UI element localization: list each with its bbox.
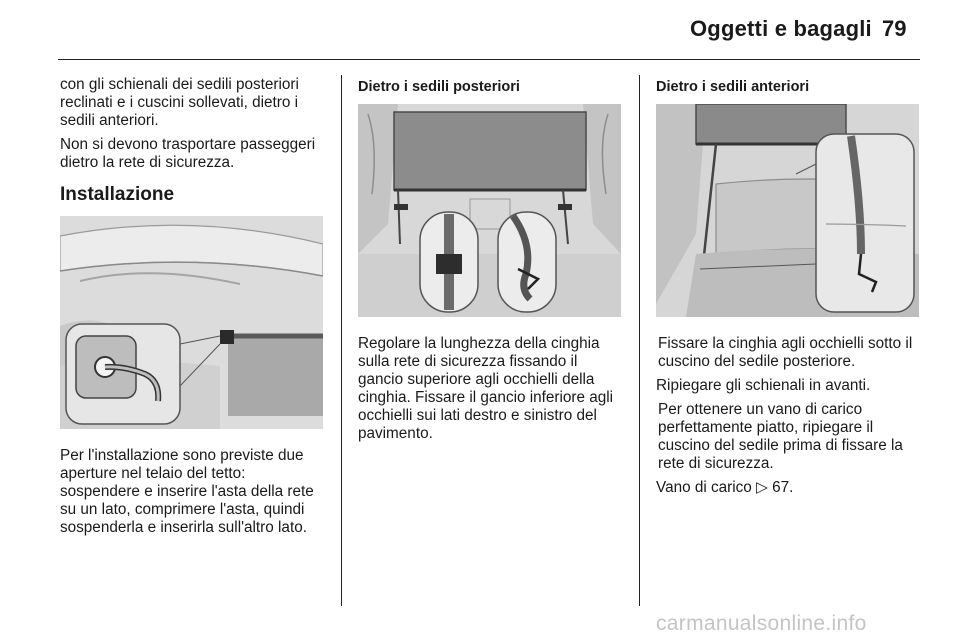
installation-figure (60, 216, 323, 429)
paragraph: Non si devono trasportare passeggeri dietro la rete di sicurezza. (60, 136, 316, 171)
front-seats-figure (656, 104, 919, 317)
column-2 (358, 76, 626, 449)
watermark: carmanualsonline.info (656, 612, 867, 635)
page-number: 79 (882, 16, 907, 41)
section-heading: Dietro i sedili anteriori (656, 79, 810, 95)
reference-arrow-icon: ▷ (756, 479, 768, 496)
column-1 (60, 76, 328, 543)
page-title: Oggetti e bagagli (690, 16, 872, 41)
paragraph: Per l'installazione sono previste due aperture nel telaio del tetto: sospendere e inserire l'asta della rete su un lato, comprimere l'asta, quindi sospenderla e inserirla sull'altro lato. (60, 447, 314, 536)
section-heading: Dietro i sedili posteriori (358, 79, 520, 95)
rear-seats-figure (358, 104, 621, 317)
column-divider-1 (341, 75, 342, 606)
header-divider (58, 59, 920, 60)
paragraph: Regolare la lunghezza della cinghia sulla rete di sicurezza fissando il gancio superiore agli occhielli della cinghia. Fissare il gancio inferiore agli occhielli sui lati destro e sinistro del pavimento. (358, 335, 614, 442)
reference-page[interactable]: 67. (772, 479, 794, 496)
column-3 (656, 76, 926, 503)
section-heading: Installazione (60, 184, 175, 205)
paragraph: Per ottenere un vano di carico perfettamente piatto, ripiegare il cuscino del sedile prima di fissare la rete di sicurezza. (658, 401, 903, 472)
paragraph: Fissare la cinghia agli occhielli sotto il cuscino del sedile posteriore. (658, 335, 913, 370)
cross-reference (656, 479, 926, 497)
column-divider-2 (639, 75, 640, 606)
paragraph: Ripiegare gli schienali in avanti. (656, 377, 871, 394)
paragraph: con gli schienali dei sedili posteriori reclinati e i cuscini sollevati, dietro i sedili anteriori. (60, 76, 299, 129)
reference-text: Vano di carico (656, 479, 752, 496)
